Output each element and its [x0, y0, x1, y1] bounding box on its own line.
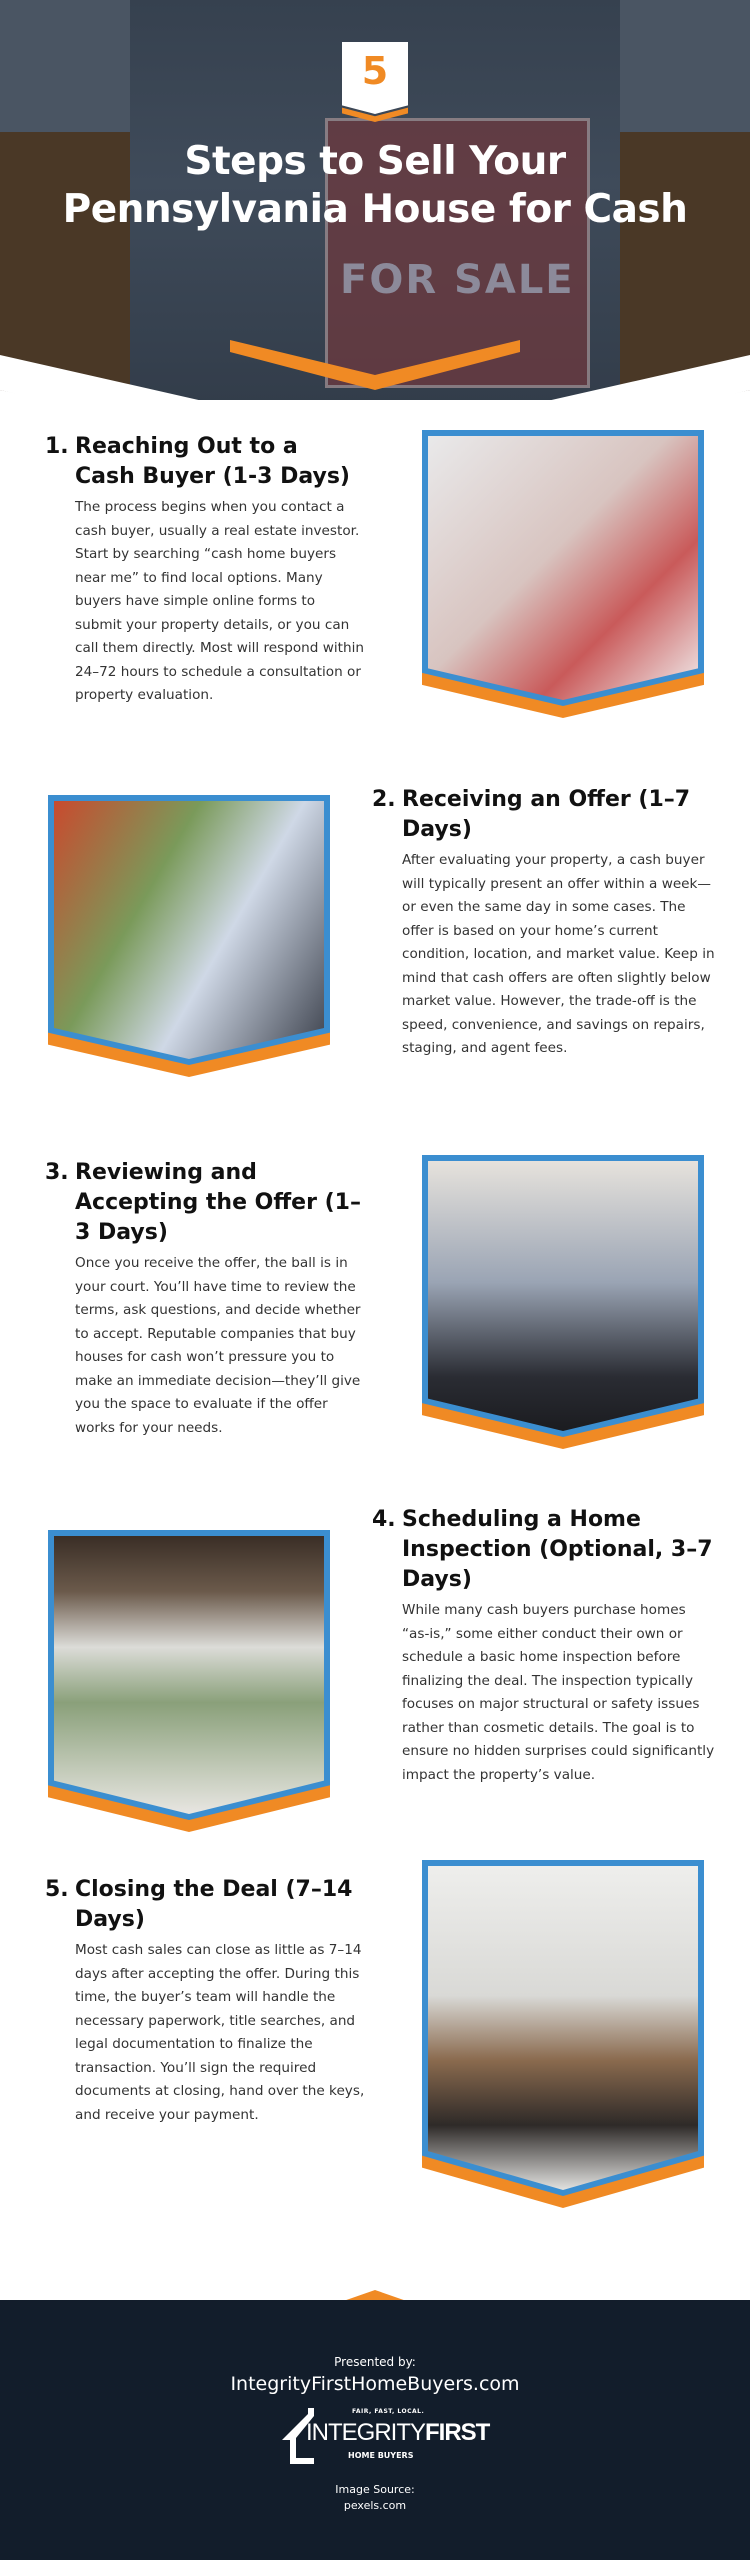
step-title [372, 785, 717, 845]
step-heading: Closing the Deal (7–14 Days) [75, 1877, 353, 1932]
step-body: Most cash sales can close as little as 7–14 days after accepting the offer. During this time, the buyer’s team will handle the necessary paperwork, title searches, and legal documentation to finalize the transaction. You’ll sign the required documents at closing, hand over the keys, and receive your payment. [75, 1942, 365, 2123]
for-sale-sign-text: FOR SALE [340, 257, 575, 303]
step-5-photo-frame [422, 1860, 704, 2196]
title-line-1: Steps to Sell Your [184, 139, 566, 184]
presented-by-label: Presented by: [334, 2355, 416, 2369]
step-body: While many cash buyers purchase homes “as-is,” some either conduct their own or schedule a basic home inspection before finalizing the deal. The inspection typically focuses on major structural or safety issues rather than cosmetic details. The goal is to ensure no hidden surprises could significantly impact the property’s value. [402, 1602, 715, 1783]
step-body: After evaluating your property, a cash buyer will typically present an offer within a week—or even the same day in some cases. The offer is based on your home’s current condition, location, and market value. Keep in mind that cash offers are often slightly below market value. However, the trade-off is the speed, convenience, and savings on repairs, staging, and agent fees. [402, 852, 715, 1056]
logo-wordmark-bold: FIRST [425, 2419, 490, 2446]
logo-tagline: FAIR, FAST, LOCAL. [352, 2408, 425, 2415]
logo-wordmark-light: INTEGRITY [306, 2419, 426, 2446]
logo-wordmark [306, 2419, 489, 2447]
step-2-photo-frame [48, 795, 330, 1065]
step-title [45, 432, 365, 492]
step-number: 5. [45, 1877, 69, 1902]
title-line-2: Pennsylvania House for Cash [62, 187, 688, 232]
step-4-photo-frame [48, 1530, 330, 1820]
home-inspection-porch-photo [54, 1536, 324, 1814]
step-heading: Receiving an Offer (1–7 Days) [402, 787, 691, 842]
closing-handshake-photo [428, 1866, 698, 2190]
step-title [45, 1158, 365, 1248]
step-5 [45, 1875, 365, 2127]
step-body: Once you receive the offer, the ball is in your court. You’ll have time to review the terms, ask questions, and decide whether to accept. Reputable companies that buy houses for cash won’t pressure you to make an immediate decision—they’ll give you the space to evaluate if the offer works for your needs. [75, 1255, 361, 1436]
image-source[interactable]: pexels.com [343, 2499, 407, 2512]
number-five: 5 [361, 49, 389, 93]
step-3 [45, 1158, 365, 1440]
step-2 [372, 785, 717, 1061]
logo-subtitle: HOME BUYERS [348, 2451, 414, 2460]
step-1 [45, 432, 365, 708]
step-title [45, 1875, 365, 1935]
step-4 [372, 1505, 717, 1787]
page-title [0, 138, 750, 234]
hero-banner [0, 0, 750, 400]
step-number: 4. [372, 1507, 396, 1532]
image-source-label: Image Source: [335, 2483, 415, 2496]
step-1-photo-frame [422, 430, 704, 706]
website-link[interactable]: IntegrityFirstHomeBuyers.com [230, 2373, 520, 2395]
step-number: 2. [372, 787, 396, 812]
step-body: The process begins when you contact a cash buyer, usually a real estate investor. Start by searching “cash home buyers near me” to find local options. Many buyers have simple online forms to submit your property details, or you can call them directly. Most will respond within 24–72 hours to schedule a consultation or property evaluation. [75, 499, 364, 703]
couple-signing-offer-photo [428, 1161, 698, 1431]
family-reviewing-documents-photo [428, 436, 698, 700]
company-logo [282, 2406, 490, 2470]
agent-showing-offer-photo [54, 801, 324, 1059]
step-number: 3. [45, 1160, 69, 1185]
step-title [372, 1505, 717, 1595]
step-heading: Scheduling a Home Inspection (Optional, 3–7 Days) [402, 1507, 713, 1592]
step-heading: Reaching Out to a Cash Buyer (1-3 Days) [75, 434, 350, 489]
step-heading: Reviewing and Accepting the Offer (1–3 Days) [75, 1160, 361, 1245]
step-number: 1. [45, 434, 69, 459]
step-3-photo-frame [422, 1155, 704, 1437]
